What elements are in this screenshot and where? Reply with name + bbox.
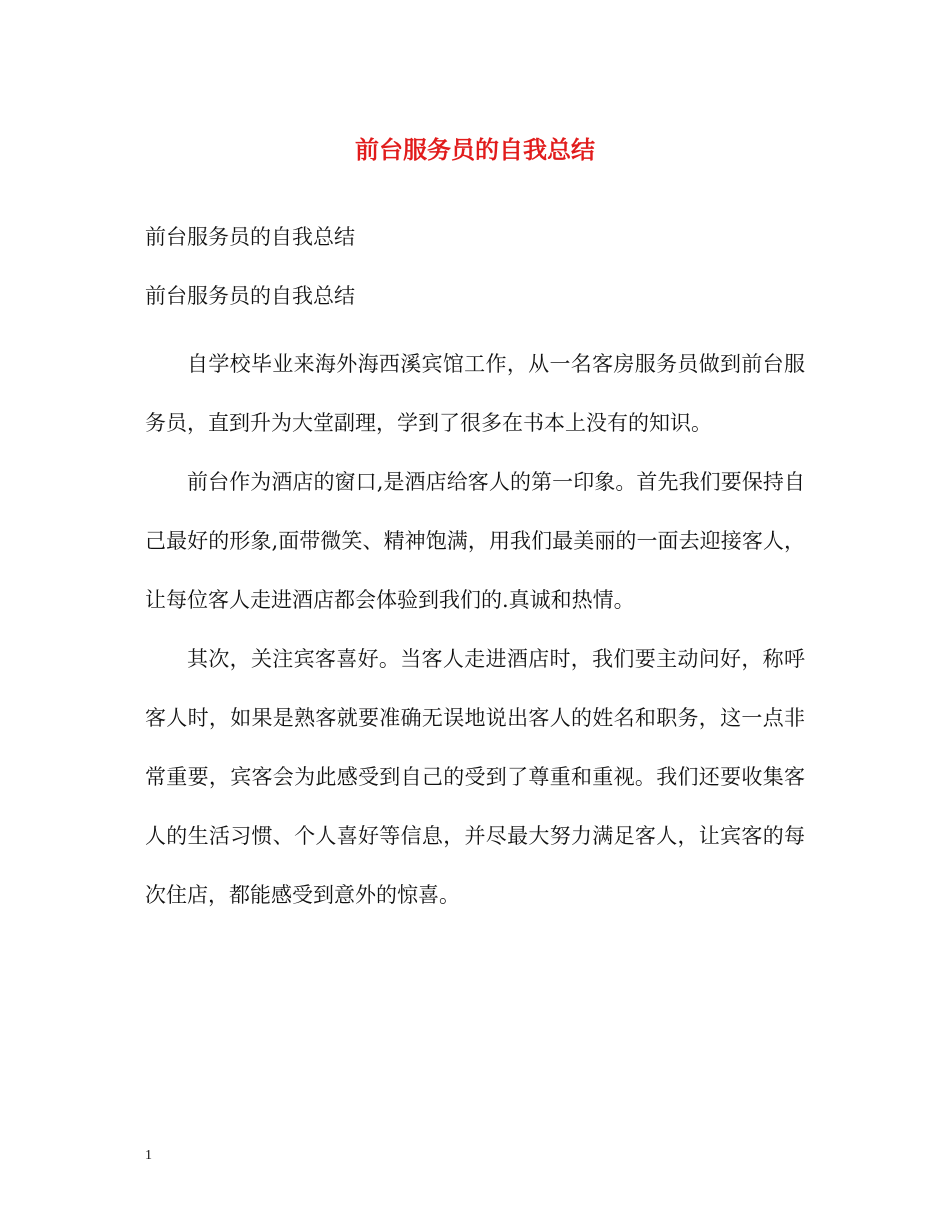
body-text bbox=[145, 335, 805, 925]
paragraph-1: 自学校毕业来海外海西溪宾馆工作，从一名客房服务员做到前台服务员，直到升为大堂副理，学到了很多在书本上没有的知识。 bbox=[145, 352, 805, 435]
subheading-1: 前台服务员的自我总结 bbox=[145, 225, 355, 249]
page-number: 1 bbox=[145, 1148, 152, 1163]
paragraph-3: 其次，关注宾客喜好。当客人走进酒店时，我们要主动问好，称呼客人时，如果是熟客就要准确无误地说出客人的姓名和职务，这一点非常重要，宾客会为此感受到自己的受到了尊重和重视。我们还要收集客人的生活习惯、个人喜好等信息，并尽最大努力满足客人，让宾客的每次住店，都能感受到意外的惊喜。 bbox=[145, 647, 805, 907]
subheading-2: 前台服务员的自我总结 bbox=[145, 284, 355, 308]
document-title: 前台服务员的自我总结 bbox=[355, 136, 595, 164]
paragraph-2: 前台作为酒店的窗口,是酒店给客人的第一印象。首先我们要保持自己最好的形象,面带微笑、精神饱满，用我们最美丽的一面去迎接客人，让每位客人走进酒店都会体验到我们的.真诚和热情。 bbox=[145, 470, 805, 612]
